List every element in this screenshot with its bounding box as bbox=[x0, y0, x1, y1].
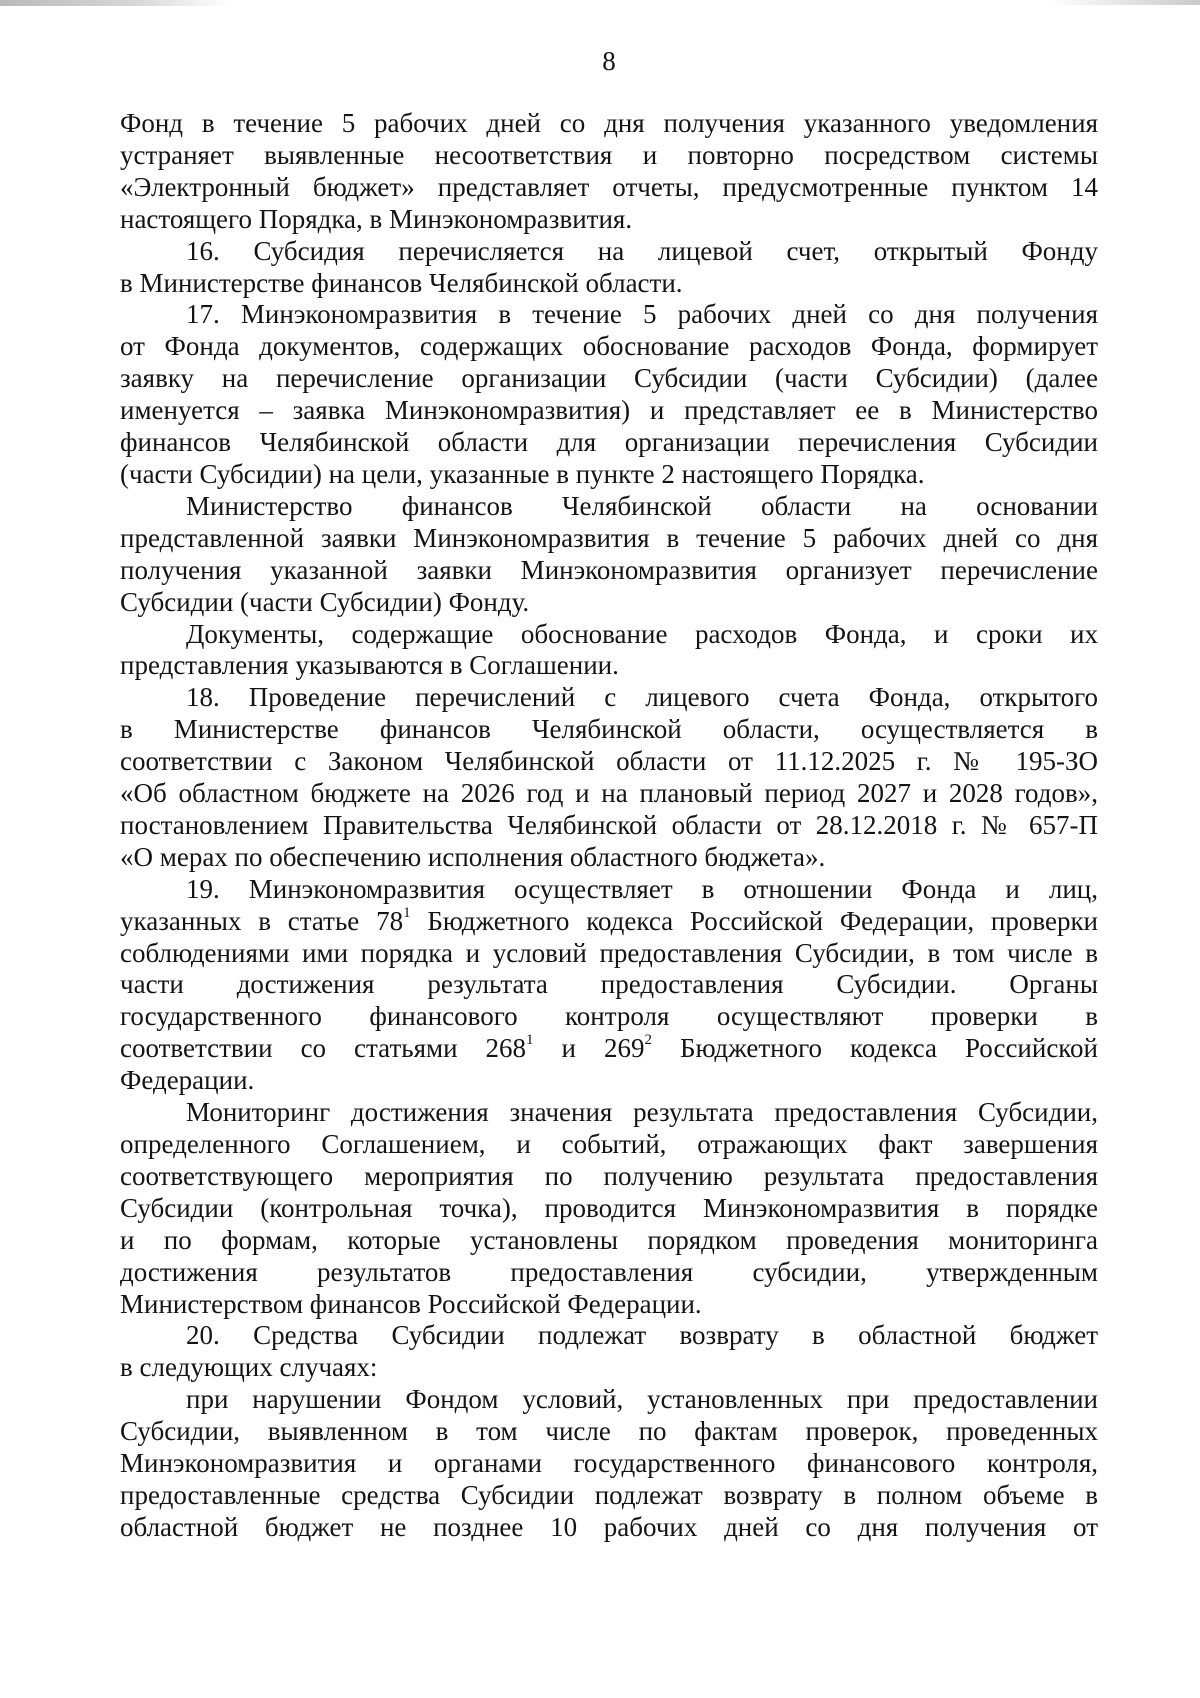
text-line: соблюдениями ими порядка и условий предоставления Субсидии, в том числе в bbox=[120, 937, 1098, 968]
superscript: 2 bbox=[644, 1032, 653, 1049]
paragraph-item-18 bbox=[120, 682, 1098, 873]
text-line: 19. Минэкономразвития осуществляет в отношении Фонда и лиц, bbox=[186, 873, 1098, 904]
text-line-with-superscript bbox=[120, 906, 1098, 938]
text-segment: Бюджетного кодекса Российской bbox=[652, 1033, 1099, 1064]
text-line: государственного финансового контроля осуществляют проверки в bbox=[120, 1001, 1098, 1032]
text-line: заявку на перечисление организации Субсидии (части Субсидии) (далее bbox=[120, 363, 1098, 394]
text-line: 16. Субсидия перечисляется на лицевой счет, открытый Фонду bbox=[186, 235, 1098, 266]
text-line: Субсидии (части Субсидии) Фонду. bbox=[120, 586, 530, 617]
text-line: определенного Соглашением, и событий, отражающих факт завершения bbox=[120, 1129, 1098, 1159]
text-segment: соответствии со статьями 268 bbox=[120, 1033, 527, 1064]
text-line: Министерством финансов Российской Федерации. bbox=[120, 1288, 702, 1319]
paragraph-monitoring bbox=[120, 1097, 1098, 1320]
paragraph-violation-return bbox=[120, 1384, 1098, 1544]
text-line: получения указанной заявки Минэкономразвития организует перечисление bbox=[120, 554, 1098, 585]
text-line: «Об областном бюджете на 2026 год и на плановый период 2027 и 2028 годов», bbox=[120, 778, 1098, 809]
text-line: в Министерстве финансов Челябинской области. bbox=[120, 267, 683, 298]
text-line: в Министерстве финансов Челябинской области, осуществляется в bbox=[120, 714, 1098, 745]
text-line: представления указываются в Соглашении. bbox=[120, 650, 619, 681]
text-line: 20. Средства Субсидии подлежат возврату в областной бюджет bbox=[186, 1320, 1098, 1351]
text-line: именуется – заявка Минэкономразвития) и представляет ее в Министерство bbox=[120, 395, 1098, 426]
paragraph-item-20 bbox=[120, 1320, 1098, 1384]
scan-edge-shadow-right bbox=[1050, 0, 1200, 5]
text-line: Субсидии, выявленном в том числе по фактам проверок, проведенных bbox=[120, 1416, 1098, 1447]
text-line: в следующих случаях: bbox=[120, 1352, 378, 1383]
paragraph-ministry-transfer bbox=[120, 491, 1098, 619]
text-line: от Фонда документов, содержащих обоснование расходов Фонда, формирует bbox=[120, 331, 1098, 362]
text-line: устраняет выявленные несоответствия и повторно посредством системы bbox=[120, 139, 1098, 170]
text-segment: и 269 bbox=[533, 1033, 645, 1064]
paragraph-item-17 bbox=[120, 299, 1098, 490]
text-line: «Электронный бюджет» представляет отчеты, предусмотренные пунктом 14 bbox=[120, 171, 1098, 202]
text-line: Фонд в течение 5 рабочих дней со дня получения указанного уведомления bbox=[120, 108, 1098, 138]
superscript: 1 bbox=[526, 1032, 534, 1049]
text-line: при нарушении Фондом условий, установленных при предоставлении bbox=[186, 1384, 1098, 1415]
paragraph-continuation bbox=[120, 108, 1098, 236]
text-line: Субсидии (контрольная точка), проводится Минэкономразвития в порядке bbox=[120, 1192, 1098, 1223]
document-page bbox=[120, 46, 1098, 1544]
superscript: 1 bbox=[403, 904, 411, 921]
text-line: (части Субсидии) на цели, указанные в пункте 2 настоящего Порядка. bbox=[120, 458, 925, 489]
paragraph-documents bbox=[120, 619, 1098, 683]
text-line: Мониторинг достижения значения результата предоставления Субсидии, bbox=[186, 1097, 1098, 1128]
text-line: соответствующего мероприятия по получению результата предоставления bbox=[120, 1160, 1098, 1191]
text-segment: указанных в статье 78 bbox=[120, 905, 404, 936]
text-line: и по формам, которые установлены порядком проведения мониторинга bbox=[120, 1224, 1098, 1255]
text-line: 17. Минэкономразвития в течение 5 рабочих дней со дня получения bbox=[186, 299, 1098, 330]
scan-edge-shadow-left bbox=[0, 0, 230, 6]
text-line: предоставленные средства Субсидии подлежат возврату в полном объеме в bbox=[120, 1479, 1098, 1510]
text-line: Министерство финансов Челябинской области на основании bbox=[186, 490, 1098, 521]
text-line: постановлением Правительства Челябинской области от 28.12.2018 г. № 657-П bbox=[120, 809, 1098, 840]
text-line: соответствии с Законом Челябинской области от 11.12.2025 г. № 195-ЗО bbox=[120, 746, 1098, 777]
text-line: 18. Проведение перечислений с лицевого счета Фонда, открытого bbox=[186, 682, 1098, 713]
paragraph-item-19 bbox=[120, 874, 1098, 1097]
text-line: Минэкономразвития и органами государственного финансового контроля, bbox=[120, 1448, 1098, 1479]
text-segment: Бюджетного кодекса Российской Федерации, проверки bbox=[410, 905, 1099, 936]
text-line: настоящего Порядка, в Минэкономразвития. bbox=[120, 203, 633, 234]
text-line: части достижения результата предоставления Субсидии. Органы bbox=[120, 969, 1098, 1000]
paragraph-item-16 bbox=[120, 236, 1098, 300]
text-line: областной бюджет не позднее 10 рабочих дней со дня получения от bbox=[120, 1511, 1098, 1542]
text-line: финансов Челябинской области для организации перечисления Субсидии bbox=[120, 427, 1098, 458]
text-line: Документы, содержащие обоснование расходов Фонда, и сроки их bbox=[186, 618, 1098, 649]
text-line: достижения результатов предоставления субсидии, утвержденным bbox=[120, 1256, 1098, 1287]
text-line-with-superscript bbox=[120, 1033, 1098, 1065]
text-line: «О мерах по обеспечению исполнения областного бюджета». bbox=[120, 841, 826, 872]
text-line: представленной заявки Минэкономразвития в течение 5 рабочих дней со дня bbox=[120, 522, 1098, 553]
page-number: 8 bbox=[602, 46, 616, 76]
text-line: Федерации. bbox=[120, 1065, 255, 1096]
